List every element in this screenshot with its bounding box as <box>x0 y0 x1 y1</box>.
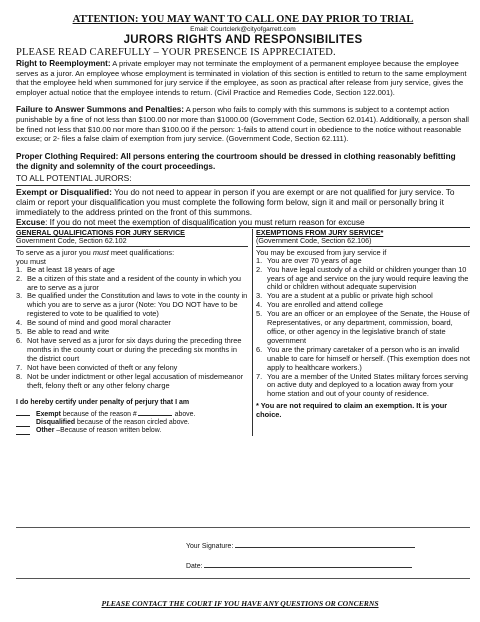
exemptions-code: (Government Code, Section 62.106) <box>256 237 470 247</box>
exemption-item <box>256 373 470 400</box>
qualification-item <box>16 292 248 319</box>
exemptions-column <box>253 229 470 436</box>
exemption-item-number: 7. <box>256 371 263 381</box>
disqualified-option <box>16 419 248 427</box>
qualification-item-text: Be sound of mind and good moral character <box>27 318 171 328</box>
exemption-item-number: 3. <box>256 291 263 301</box>
reemployment-text: A private employer may not terminate the employment of a permanent employee because the employee serves as a juror. An employee whose employment is terminated in violation of this section is entitled to return to the same employment that the employee held when summoned for jury service if the employee, as soon as practical after release from jury service, gives the employer actual notice that the employee intends to return. (Civil Practice and Remedies Code, Section 122.001). <box>16 59 467 97</box>
exempt-text: You do not need to appear in person if you are exempt or are not qualified for jury service. To claim or report your disqualification you must complete the following form below, sign it and mail or personally bring it immediately to the address printed on the front of this summons. <box>16 186 455 217</box>
exemption-item-text: You are a student at a public or private high school <box>267 291 433 301</box>
intro-text: To serve as a juror you <box>16 247 93 257</box>
exempt-section <box>16 185 470 217</box>
footer-divider <box>16 578 470 579</box>
qualifications-list <box>16 266 248 391</box>
exemption-item-number: 1. <box>256 255 263 265</box>
signature-row <box>186 540 415 550</box>
clothing-notice: Proper Clothing Required: All persons entering the courtroom should be dressed in clothing reasonably befitting the dignity and solemnity of the court proceedings. <box>16 151 456 172</box>
exemption-choice-note: * You are not required to claim an exemption. It is your choice. <box>256 401 448 420</box>
court-email: Email: Courtclerk@cityofgarrett.com <box>190 26 296 33</box>
exemption-item-number: 5. <box>256 309 263 319</box>
exempt-checkbox-line[interactable] <box>16 408 30 416</box>
attention-heading: ATTENTION: YOU MAY WANT TO CALL ONE DAY PRIOR TO TRIAL <box>72 14 414 25</box>
exemption-item-text: You are a member of the United States military forces serving on active duty and deployed to a location away from your home station and out of your county of residence. <box>267 371 469 399</box>
qualifications-heading: GENERAL QUALIFICATIONS FOR JURY SERVICE <box>16 227 185 237</box>
exempt-option-text: because of the reason # <box>60 411 137 419</box>
exemption-item <box>256 310 470 346</box>
exemption-item-text: You are enrolled and attend college <box>267 300 384 310</box>
intro-text-end: meet qualifications: <box>108 247 175 257</box>
intro-emphasis: must <box>92 247 109 257</box>
other-option-text: –Because of reason written below. <box>54 427 162 435</box>
penalties-heading: Failure to Answer Summons and Penalties: <box>16 105 185 115</box>
qualification-item-text: Be able to read and write <box>27 327 110 337</box>
excuse-text: : If you do not meet the exemption of disqualification you must return reason for excuse <box>45 216 365 227</box>
section-divider <box>16 527 470 528</box>
other-option-label: Other <box>36 427 55 435</box>
date-line[interactable] <box>204 560 412 568</box>
intro-you-must: you must <box>16 256 46 266</box>
exemptions-intro: You may be excused from jury service if <box>256 247 387 257</box>
other-checkbox-line[interactable] <box>16 427 30 435</box>
exemption-item-number: 6. <box>256 344 263 354</box>
qualifications-code: Government Code, Section 62.102 <box>16 237 248 247</box>
qualification-item-text: Not have served as a juror for six days during the preceding three months in the county court or during the preceding six months in the district court <box>27 335 242 363</box>
disqualified-checkbox-line[interactable] <box>16 419 30 427</box>
qualification-item-text: Be at least 18 years of age <box>27 264 115 274</box>
signature-line[interactable] <box>235 540 415 548</box>
qualification-item <box>16 337 248 364</box>
reemployment-section <box>16 59 470 97</box>
qualification-item-number: 5. <box>16 327 23 337</box>
document-title: JURORS RIGHTS AND RESPONSIBILITES <box>123 34 363 46</box>
date-row <box>186 560 412 570</box>
exemption-item-number: 4. <box>256 300 263 310</box>
qualification-item-number: 8. <box>16 371 23 381</box>
excuse-heading: Excuse <box>16 216 46 227</box>
signature-label: Your Signature: <box>186 543 234 550</box>
exemptions-list <box>256 257 470 400</box>
qualifications-intro <box>16 248 248 266</box>
excuse-section <box>16 217 470 228</box>
qualification-item <box>16 373 248 391</box>
disqualified-option-label: Disqualified <box>36 419 76 427</box>
qualification-item-text: Not be under indictment or other legal accusation of misdemeanor theft, felony theft or any other felony charge <box>27 371 244 390</box>
declaration-text: I do hereby certify under penalty of perjury that I am <box>16 399 190 407</box>
qualification-item-text: Not have been convicted of theft or any felony <box>27 362 178 372</box>
potential-jurors-heading: TO ALL POTENTIAL JURORS: <box>16 172 132 183</box>
penalties-text: A person who fails to comply with this summons is subject to a contempt action punishable by a fine of not less than $100.00 nor more than $1000.00 (Government Code, Section 62.0141). Additionally, a person shall be fined not less that $10.00 nor more than $100.00 if the person: 1-fails to attend court in obedience to the notice without reasonable excuse; or 2- files a false claim of exemption from jury service. (Government Code, Section 62.111). <box>16 105 469 144</box>
exempt-heading: Exempt or Disqualified: <box>16 186 112 197</box>
two-column-form <box>16 229 470 436</box>
exemption-item <box>256 266 470 293</box>
exemption-item-text: You have legal custody of a child or children younger than 10 years of age and service on the jury would require leaving the child or children without adequate supervision <box>267 264 469 292</box>
please-read-notice: PLEASE READ CAREFULLY – YOUR PRESENCE IS APPRECIATED. <box>16 47 336 58</box>
qualification-item-number: 3. <box>16 291 23 301</box>
exemption-item-number: 2. <box>256 264 263 274</box>
penalties-section <box>16 105 470 143</box>
disqualified-option-text: because of the reason circled above. <box>75 419 190 427</box>
qualification-item <box>16 275 248 293</box>
qualifications-column <box>16 229 253 436</box>
other-option <box>16 427 248 435</box>
qualification-item-number: 2. <box>16 273 23 283</box>
exemption-item-text: You are an officer or an employee of the Senate, the House of Representatives, or any department, commission, board, office, or other agency in the legislative branch of state government <box>267 309 470 345</box>
contact-footer: PLEASE CONTACT THE COURT IF YOU HAVE ANY QUESTIONS OR CONCERNS <box>101 599 379 608</box>
date-label: Date: <box>186 563 203 570</box>
qualification-item-number: 4. <box>16 318 23 328</box>
exemption-item <box>256 346 470 373</box>
qualification-item-text: Be qualified under the Constitution and laws to vote in the county in which you are to serve as a juror (Note: You DO NOT have to be registered to vote to be qualified to vote) <box>27 291 248 319</box>
exemption-item-text: You are the primary caretaker of a person who is an invalid unable to care for himself or herself. (This exemption does not apply to healthcare workers.) <box>267 344 470 372</box>
reemployment-heading: Right to Reemployment: <box>16 59 111 68</box>
exemptions-heading: EXEMPTIONS FROM JURY SERVICE* <box>256 227 384 237</box>
qualification-item-number: 6. <box>16 335 23 345</box>
exempt-option-label: Exempt <box>36 411 61 419</box>
reason-number-line[interactable] <box>138 408 172 416</box>
qualification-item-text: Be a citizen of this state and a resident of the county in which you are to serve as a juror <box>27 273 242 292</box>
exempt-option-text-end: above. <box>172 411 196 419</box>
exemption-item-text: You are over 70 years of age <box>267 255 362 265</box>
qualification-item-number: 1. <box>16 264 23 274</box>
exempt-option <box>16 408 248 419</box>
qualification-item-number: 7. <box>16 362 23 372</box>
